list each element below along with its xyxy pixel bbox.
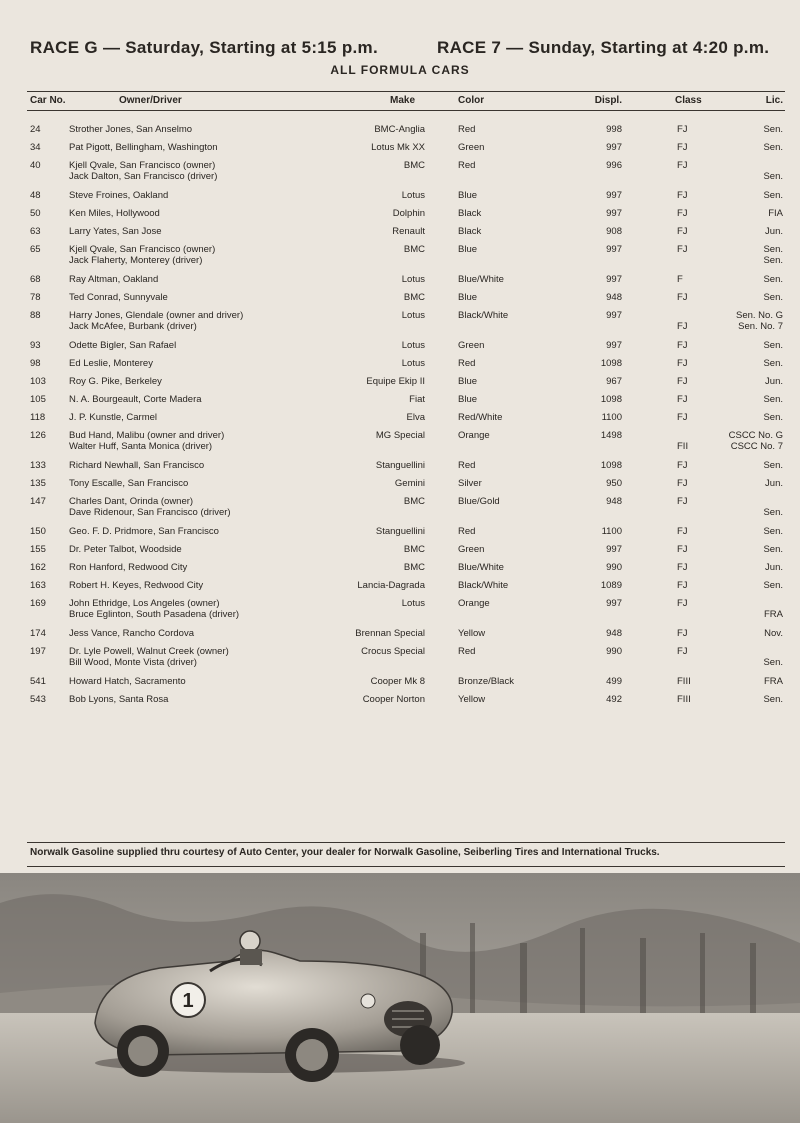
car-number: 126 [30,430,46,441]
race-class: FJ [677,598,688,609]
license: Sen. [763,657,783,668]
car-color: Yellow [458,694,486,705]
car-color: Green [458,544,485,555]
car-make: MG Special [375,430,425,441]
license: Jun. [765,562,783,573]
car-make: Elva [406,412,425,423]
displacement: 1100 [601,412,622,423]
license: Sen. No. G Sen. No. 7 [736,310,783,332]
displacement: 990 [606,646,622,657]
car-make: Gemini [394,478,425,489]
displacement: 998 [606,124,622,135]
car-make: BMC-Anglia [374,124,425,135]
license: Sen. [763,526,783,537]
race-class: FJ [677,208,688,219]
license: Sen. [763,507,783,518]
car-number: 78 [30,292,41,303]
race-class: FJ [677,460,688,471]
car-color: Orange [458,598,490,609]
owner-driver: Bob Lyons, Santa Rosa [69,694,169,705]
license: FRA [764,676,783,687]
displacement: 1498 [600,430,622,441]
license: Sen. [763,124,783,135]
displacement: 997 [606,208,622,219]
race-class: FJ [677,412,688,423]
displacement: 1089 [600,580,622,591]
race-sunday-title: RACE 7 — Sunday, Starting at 4:20 p.m. [437,38,770,57]
license: Sen. [763,340,783,351]
car-make: Dolphin [392,208,425,219]
car-number-roundel: 1 [182,990,194,1012]
car-number: 163 [30,580,46,591]
car-color: Red [458,160,476,171]
race-class: FJ [677,478,688,489]
car-number: 150 [30,526,46,537]
car-color: Black/White [458,310,509,321]
license: Sen. [763,292,783,303]
car-make: BMC [403,496,425,507]
displacement: 996 [606,160,622,171]
license: Jun. [765,376,783,387]
license: Sen. [763,190,783,201]
car-number: 40 [30,160,41,171]
race-class: FJ [677,544,688,555]
col-owner-driver: Owner/Driver [119,95,182,106]
displacement: 997 [606,190,622,201]
car-make: Lotus [401,358,425,369]
displacement: 997 [606,310,622,321]
race-class: FJ [677,496,688,507]
owner-driver: John Ethridge, Los Angeles (owner) Bruce Eglinton, South Pasadena (driver) [69,598,240,620]
car-color: Bronze/Black [458,676,514,687]
car-number: 50 [30,208,41,219]
owner-driver: N. A. Bourgeault, Corte Madera [69,394,202,405]
owner-driver: Ray Altman, Oakland [69,274,159,285]
displacement: 997 [606,340,622,351]
displacement: 997 [606,544,622,555]
license: FRA [764,609,783,620]
car-make: Cooper Norton [362,694,425,705]
race-class: FII [677,441,689,452]
displacement: 990 [606,562,622,573]
license: Sen. [763,580,783,591]
car-color: Orange [458,430,490,441]
car-color: Yellow [458,628,486,639]
race-class: FJ [677,160,688,171]
car-number: 63 [30,226,41,237]
race-car-photo [0,873,800,1123]
col-displ: Displ. [594,95,622,106]
car-color: Red [458,460,476,471]
race-class: FJ [677,244,688,255]
displacement: 997 [606,274,622,285]
car-color: Blue/White [458,562,504,573]
displacement: 948 [606,292,622,303]
owner-driver: Larry Yates, San Jose [69,226,162,237]
license: Jun. [765,478,783,489]
car-make: Stanguellini [375,526,425,537]
owner-driver: Ron Hanford, Redwood City [69,562,188,573]
race-class: FIII [677,676,691,687]
car-number: 103 [30,376,46,387]
car-color: Blue/White [458,274,504,285]
displacement: 997 [606,142,622,153]
license: Sen. [763,460,783,471]
car-make: Stanguellini [375,460,425,471]
race-class: FJ [677,394,688,405]
owner-driver: Steve Froines, Oakland [69,190,169,201]
car-color: Red [458,124,476,135]
owner-driver: Ken Miles, Hollywood [69,208,160,219]
car-color: Red/White [458,412,503,423]
car-number: 541 [30,676,46,687]
car-color: Blue [458,244,478,255]
displacement: 1098 [600,460,622,471]
col-color: Color [458,95,485,106]
footer-rule-bottom [27,866,785,867]
car-color: Black [458,208,482,219]
owner-driver: Howard Hatch, Sacramento [69,676,186,687]
displacement: 908 [606,226,622,237]
car-make: Lotus [401,598,425,609]
car-number: 105 [30,394,46,405]
car-color: Black [458,226,482,237]
race-class: FJ [677,190,688,201]
owner-driver: Jess Vance, Rancho Cordova [69,628,194,639]
license: Sen. [763,394,783,405]
race-class: FJ [677,142,688,153]
car-make: Lotus [401,274,425,285]
license: Sen. Sen. [763,244,783,266]
car-make: BMC [403,160,425,171]
car-number: 65 [30,244,41,255]
race-class: FJ [677,526,688,537]
owner-driver: Dr. Peter Talbot, Woodside [69,544,182,555]
race-subtitle: ALL FORMULA CARS [330,63,470,77]
displacement: 997 [606,244,622,255]
car-make: Lotus [401,340,425,351]
race-class: FJ [677,376,688,387]
owner-driver: Tony Escalle, San Francisco [69,478,189,489]
car-make: Cooper Mk 8 [370,676,425,687]
footer-rule-top [27,842,785,843]
col-car-no: Car No. [30,95,66,106]
car-number: 162 [30,562,46,573]
race-class: FJ [677,358,688,369]
race-class: FJ [677,124,688,135]
col-class: Class [675,95,702,106]
license: CSCC No. G CSCC No. 7 [728,430,783,452]
car-number: 197 [30,646,46,657]
license: Sen. [763,694,783,705]
displacement: 950 [606,478,622,489]
car-make: Renault [392,226,425,237]
displacement: 997 [606,598,622,609]
displacement: 948 [606,628,622,639]
car-number: 48 [30,190,41,201]
car-color: Red [458,358,476,369]
license: Jun. [765,226,783,237]
car-make: BMC [403,544,425,555]
sponsor-note: Norwalk Gasoline supplied thru courtesy of Auto Center, your dealer for Norwalk Gasoline, Seiberling Tires and International Trucks. [30,847,660,858]
displacement: 1098 [600,394,622,405]
table-header [27,95,785,109]
car-color: Red [458,646,476,657]
car-number: 133 [30,460,46,471]
owner-driver: Bud Hand, Malibu (owner and driver) Walter Huff, Santa Monica (driver) [69,430,225,452]
license: Sen. [763,142,783,153]
car-make: Lotus [401,190,425,201]
owner-driver: Harry Jones, Glendale (owner and driver) Jack McAfee, Burbank (driver) [69,310,244,332]
car-make: Lotus [401,310,425,321]
race-class: FJ [677,562,688,573]
car-number: 155 [30,544,46,555]
car-make: Lancia-Dagrada [357,580,425,591]
car-number: 135 [30,478,46,489]
car-number: 147 [30,496,46,507]
owner-driver: Richard Newhall, San Francisco [69,460,205,471]
displacement: 492 [606,694,622,705]
car-color: Black/White [458,580,509,591]
owner-driver: Odette Bigler, San Rafael [69,340,177,351]
owner-driver: Roy G. Pike, Berkeley [69,376,162,387]
car-make: BMC [403,562,425,573]
owner-driver: Pat Pigott, Bellingham, Washington [69,142,218,153]
car-color: Blue [458,190,478,201]
displacement: 967 [606,376,622,387]
displacement: 948 [606,496,622,507]
header-rule-top [27,91,785,92]
owner-driver: Strother Jones, San Anselmo [69,124,193,135]
license: Sen. [763,274,783,285]
car-number: 543 [30,694,46,705]
license: Sen. [763,412,783,423]
license: FIA [768,208,783,219]
car-color: Red [458,526,476,537]
car-make: BMC [403,244,425,255]
car-color: Green [458,142,485,153]
owner-driver: Robert H. Keyes, Redwood City [69,580,204,591]
displacement: 1098 [600,358,622,369]
car-make: Fiat [409,394,425,405]
header-rule-bottom [27,110,785,111]
race-class: FJ [677,646,688,657]
owner-driver: Kjell Qvale, San Francisco (owner) Jack Flaherty, Monterey (driver) [69,244,216,266]
license: Sen. [763,171,783,182]
car-color: Blue [458,394,478,405]
car-color: Blue/Gold [458,496,500,507]
race-class: FJ [677,321,688,332]
owner-driver: Geo. F. D. Pridmore, San Francisco [69,526,219,537]
license: Nov. [764,628,783,639]
race-class: FJ [677,340,688,351]
car-color: Blue [458,376,478,387]
car-number: 34 [30,142,41,153]
license: Sen. [763,358,783,369]
license: Sen. [763,544,783,555]
race-saturday-title: RACE G — Saturday, Starting at 5:15 p.m. [30,38,378,57]
owner-driver: Kjell Qvale, San Francisco (owner) Jack Dalton, San Francisco (driver) [69,160,218,182]
car-number: 88 [30,310,41,321]
car-make: BMC [403,292,425,303]
col-lic: Lic. [765,95,783,106]
car-make: Brennan Special [355,628,425,639]
car-color: Green [458,340,485,351]
car-number: 98 [30,358,41,369]
car-number: 118 [30,412,46,423]
race-class: FJ [677,226,688,237]
race-class: FJ [677,580,688,591]
car-number: 174 [30,628,46,639]
race-class: FJ [677,292,688,303]
race-class: FJ [677,628,688,639]
owner-driver: Ed Leslie, Monterey [69,358,153,369]
car-make: Equipe Ekip II [366,376,425,387]
race-class: FIII [677,694,691,705]
car-number: 93 [30,340,41,351]
car-make: Crocus Special [361,646,425,657]
owner-driver: Ted Conrad, Sunnyvale [69,292,168,303]
car-color: Blue [458,292,478,303]
displacement: 1100 [601,526,622,537]
race-class: F [677,274,683,285]
owner-driver: Charles Dant, Orinda (owner) Dave Ridenour, San Francisco (driver) [69,496,231,518]
car-number: 68 [30,274,41,285]
displacement: 499 [606,676,622,687]
car-number: 24 [30,124,41,135]
col-make: Make [389,95,415,106]
car-color: Silver [458,478,482,489]
car-number: 169 [30,598,46,609]
owner-driver: Dr. Lyle Powell, Walnut Creek (owner) Bill Wood, Monte Vista (driver) [69,646,229,668]
car-make: Lotus Mk XX [371,142,425,153]
owner-driver: J. P. Kunstle, Carmel [69,412,158,423]
